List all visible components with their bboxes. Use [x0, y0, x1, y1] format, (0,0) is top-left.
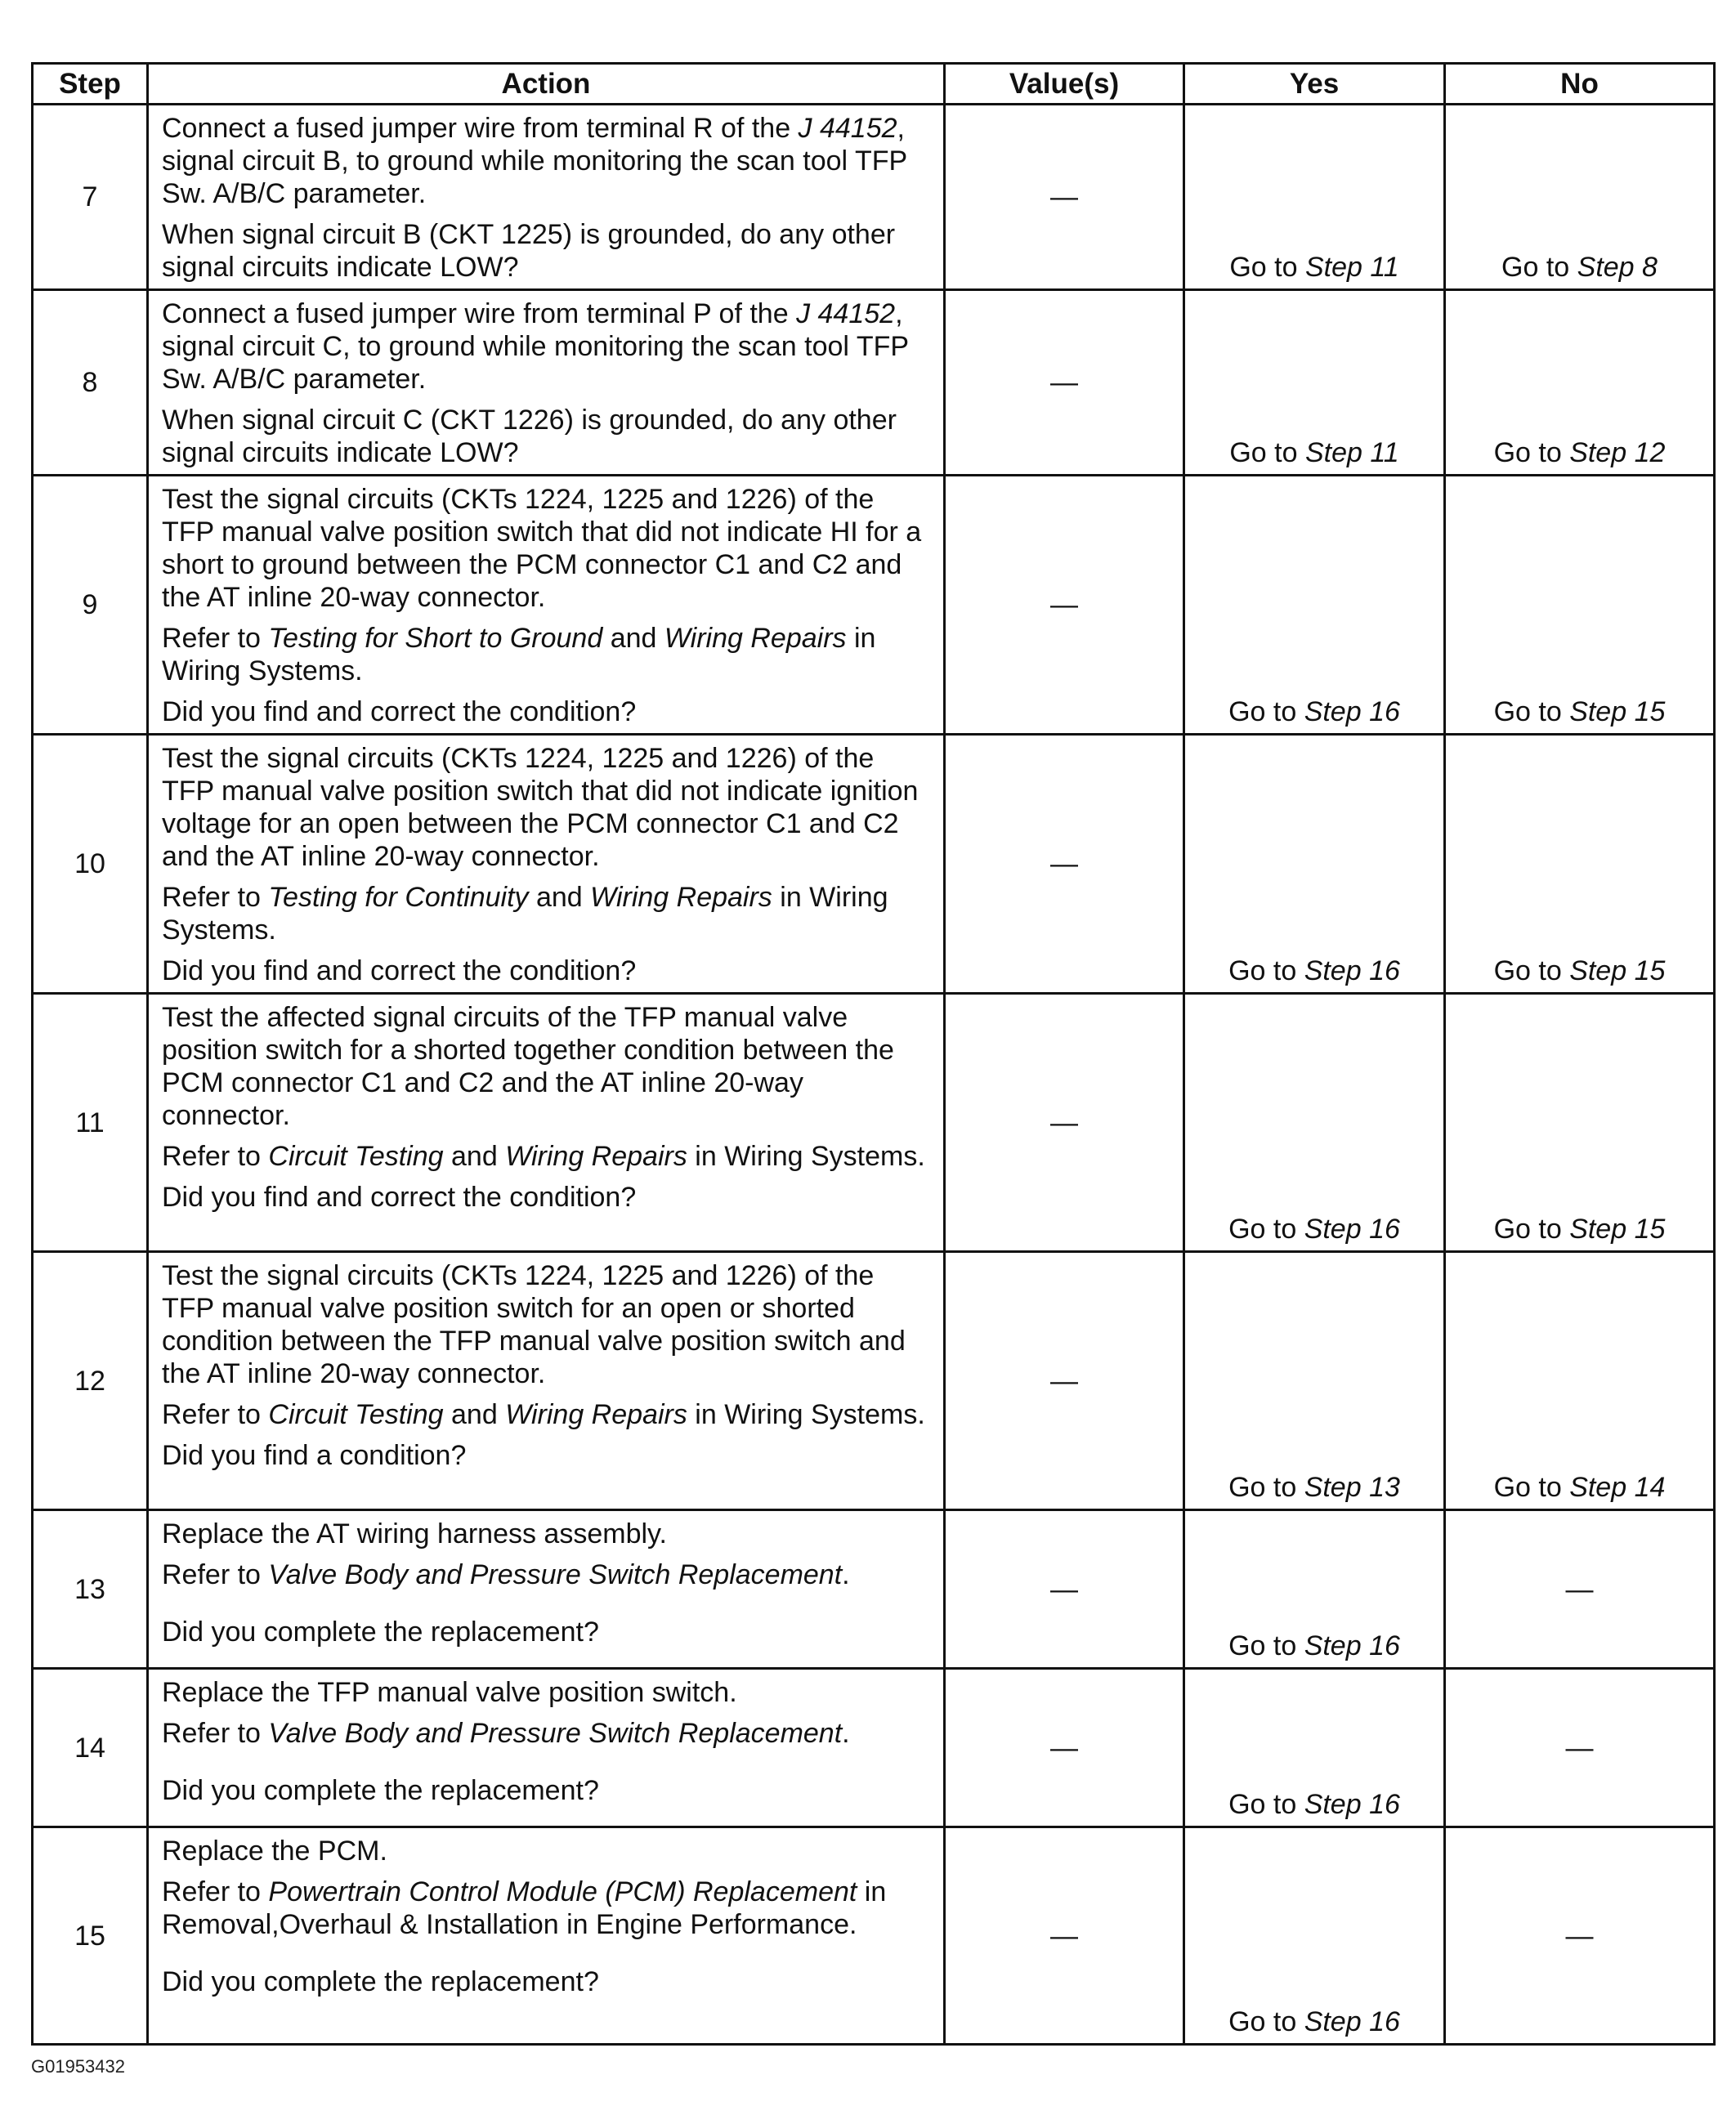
goto-text: Go to [1228, 1472, 1304, 1503]
action-text: Refer to [162, 882, 269, 913]
goto-text: Go to [1493, 1472, 1570, 1503]
action-paragraph [162, 695, 932, 728]
reference-text: Circuit Testing [268, 1399, 444, 1430]
table-row [33, 105, 1715, 290]
step-number: 12 [33, 1252, 148, 1510]
action-text: and [443, 1399, 506, 1430]
table-header-row [33, 64, 1715, 105]
action-paragraph [162, 1181, 932, 1214]
action-text: When signal circuit B (CKT 1225) is grounded, do any other signal circuits indicate LOW? [162, 219, 896, 283]
yes-cell [1184, 476, 1445, 735]
value-cell: — [945, 1827, 1184, 2045]
action-paragraph [162, 1835, 932, 1867]
table-row [33, 1510, 1715, 1669]
table-row [33, 1827, 1715, 2045]
step-number: 15 [33, 1827, 148, 2045]
value-cell: — [945, 476, 1184, 735]
action-text: Test the signal circuits (CKTs 1224, 1225 and 1226) of the TFP manual valve position switch that did not indicate ignition voltage for an open between the PCM connector C1 and C2 and the AT inline 20-way connector. [162, 743, 919, 872]
reference-text: J 44152 [798, 113, 897, 144]
value-cell: — [945, 735, 1184, 994]
action-text: Refer to [162, 1399, 269, 1430]
action-cell [148, 994, 945, 1252]
goto-text: Go to [1493, 1214, 1570, 1245]
table-row [33, 476, 1715, 735]
reference-text: Powertrain Control Module (PCM) Replacement [268, 1876, 857, 1907]
action-paragraph [162, 1558, 932, 1591]
action-paragraph [162, 1439, 932, 1472]
action-paragraph [162, 112, 932, 210]
step-number: 8 [33, 290, 148, 476]
table-row [33, 735, 1715, 994]
action-paragraph [162, 881, 932, 946]
action-text: Did you complete the replacement? [162, 1966, 599, 1997]
yes-cell [1184, 1252, 1445, 1510]
step-number: 7 [33, 105, 148, 290]
goto-text: Go to [1228, 2006, 1304, 2037]
action-text: in Wiring Systems. [162, 882, 888, 946]
table-row [33, 1669, 1715, 1827]
action-text: , signal circuit C, to ground while monitoring the scan tool TFP Sw. A/B/C parameter. [162, 298, 909, 395]
value-cell: — [945, 1510, 1184, 1669]
action-text: Connect a fused jumper wire from terminal R of the [162, 113, 799, 144]
action-text: Connect a fused jumper wire from terminal P of the [162, 298, 797, 329]
yes-cell [1184, 994, 1445, 1252]
action-paragraph [162, 955, 932, 987]
goto-step-link[interactable]: Step 16 [1304, 1789, 1400, 1820]
step-number: 13 [33, 1510, 148, 1669]
table-row [33, 290, 1715, 476]
diagnostic-table [31, 62, 1716, 2046]
action-paragraph [162, 742, 932, 873]
action-cell [148, 1827, 945, 2045]
table-body [33, 105, 1715, 2045]
action-paragraph [162, 1398, 932, 1431]
goto-step-link[interactable]: Step 11 [1304, 252, 1399, 283]
action-paragraph [162, 1774, 932, 1807]
action-paragraph [162, 1518, 932, 1550]
yes-cell [1184, 290, 1445, 476]
goto-text: Go to [1228, 1630, 1304, 1661]
reference-text: Wiring Repairs [664, 623, 847, 654]
table-row [33, 994, 1715, 1252]
action-text: Refer to [162, 1141, 269, 1172]
action-text: Refer to [162, 1876, 269, 1907]
action-text: Did you find and correct the condition? [162, 696, 637, 727]
step-number: 9 [33, 476, 148, 735]
action-paragraph [162, 483, 932, 614]
action-paragraph [162, 1676, 932, 1709]
action-text: Did you complete the replacement? [162, 1616, 599, 1648]
action-text: Did you find and correct the condition? [162, 1182, 637, 1213]
action-paragraph [162, 1259, 932, 1390]
no-cell [1445, 735, 1715, 994]
action-paragraph [162, 404, 932, 469]
no-cell [1445, 994, 1715, 1252]
action-text: and [602, 623, 664, 654]
action-cell [148, 1252, 945, 1510]
goto-text: Go to [1501, 252, 1577, 283]
step-number: 14 [33, 1669, 148, 1827]
action-paragraph [162, 1001, 932, 1132]
no-cell: — [1445, 1669, 1715, 1827]
action-paragraph [162, 297, 932, 396]
reference-text: Testing for Short to Ground [268, 623, 603, 654]
goto-text: Go to [1493, 437, 1570, 468]
no-cell [1445, 290, 1715, 476]
goto-step-link[interactable]: Step 14 [1569, 1472, 1666, 1503]
action-paragraph [162, 1616, 932, 1648]
action-cell [148, 290, 945, 476]
yes-cell [1184, 1669, 1445, 1827]
no-cell: — [1445, 1827, 1715, 2045]
action-text: Replace the PCM. [162, 1836, 387, 1867]
action-text: Did you find and correct the condition? [162, 955, 637, 986]
value-cell: — [945, 1669, 1184, 1827]
action-text: . [842, 1559, 850, 1590]
goto-step-link[interactable]: Step 15 [1569, 1214, 1666, 1245]
header-action: Action [148, 64, 945, 105]
action-paragraph [162, 1717, 932, 1750]
action-cell [148, 735, 945, 994]
action-text: in Wiring Systems. [687, 1399, 925, 1430]
goto-step-link[interactable]: Step 15 [1569, 955, 1666, 986]
action-text: . [842, 1718, 850, 1749]
reference-text: Testing for Continuity [268, 882, 529, 913]
reference-text: Circuit Testing [268, 1141, 444, 1172]
action-paragraph [162, 1965, 932, 1998]
yes-cell [1184, 1827, 1445, 2045]
goto-step-link[interactable]: Step 16 [1304, 955, 1400, 986]
header-step: Step [33, 64, 148, 105]
no-cell [1445, 105, 1715, 290]
value-cell: — [945, 105, 1184, 290]
value-cell: — [945, 1252, 1184, 1510]
action-paragraph [162, 1140, 932, 1173]
goto-step-link[interactable]: Step 11 [1304, 437, 1399, 468]
step-number: 11 [33, 994, 148, 1252]
goto-step-link[interactable]: Step 16 [1304, 2006, 1400, 2037]
action-text: Did you find a condition? [162, 1440, 467, 1471]
header-no: No [1445, 64, 1715, 105]
action-cell [148, 105, 945, 290]
reference-text: J 44152 [796, 298, 896, 329]
action-paragraph [162, 1876, 932, 1941]
reference-text: Valve Body and Pressure Switch Replacement [268, 1559, 843, 1590]
action-text: in Removal,Overhaul & Installation in Engine Performance. [162, 1876, 887, 1940]
goto-text: Go to [1228, 955, 1304, 986]
goto-text: Go to [1229, 437, 1305, 468]
action-text: Refer to [162, 623, 269, 654]
goto-step-link[interactable]: Step 16 [1304, 1630, 1400, 1661]
action-text: Test the affected signal circuits of the TFP manual valve position switch for a shorted together condition between the PCM connector C1 and C2 and the AT inline 20-way connector. [162, 1002, 894, 1131]
reference-text: Wiring Repairs [505, 1141, 687, 1172]
action-text: Refer to [162, 1718, 269, 1749]
action-paragraph [162, 218, 932, 284]
reference-text: Wiring Repairs [590, 882, 772, 913]
goto-text: Go to [1493, 955, 1570, 986]
action-text: , signal circuit B, to ground while monitoring the scan tool TFP Sw. A/B/C parameter. [162, 113, 907, 209]
yes-cell [1184, 105, 1445, 290]
table-row [33, 1252, 1715, 1510]
goto-text: Go to [1228, 1789, 1304, 1820]
step-number: 10 [33, 735, 148, 994]
value-cell: — [945, 994, 1184, 1252]
action-paragraph [162, 622, 932, 687]
action-text: When signal circuit C (CKT 1226) is grounded, do any other signal circuits indicate LOW? [162, 405, 897, 468]
action-text: Refer to [162, 1559, 269, 1590]
action-text: and [528, 882, 591, 913]
goto-step-link[interactable]: Step 16 [1304, 696, 1400, 727]
goto-text: Go to [1228, 696, 1304, 727]
no-cell: — [1445, 1510, 1715, 1669]
goto-step-link[interactable]: Step 8 [1577, 252, 1658, 283]
action-text: Did you complete the replacement? [162, 1775, 599, 1806]
header-values: Value(s) [945, 64, 1184, 105]
action-text: Test the signal circuits (CKTs 1224, 1225 and 1226) of the TFP manual valve position switch that did not indicate HI for a short to ground between the PCM connector C1 and C2 and the AT inline 20-way connector. [162, 484, 922, 613]
action-cell [148, 1510, 945, 1669]
goto-step-link[interactable]: Step 15 [1569, 696, 1666, 727]
action-text: Replace the AT wiring harness assembly. [162, 1518, 667, 1549]
goto-step-link[interactable]: Step 12 [1569, 437, 1666, 468]
action-text: in Wiring Systems. [687, 1141, 925, 1172]
reference-text: Valve Body and Pressure Switch Replacement [268, 1718, 843, 1749]
goto-text: Go to [1228, 1214, 1304, 1245]
goto-step-link[interactable]: Step 13 [1304, 1472, 1400, 1503]
yes-cell [1184, 1510, 1445, 1669]
goto-text: Go to [1493, 696, 1570, 727]
no-cell [1445, 1252, 1715, 1510]
value-cell: — [945, 290, 1184, 476]
figure-id: G01953432 [31, 2056, 125, 2077]
goto-text: Go to [1229, 252, 1305, 283]
no-cell [1445, 476, 1715, 735]
reference-text: Wiring Repairs [505, 1399, 687, 1430]
goto-step-link[interactable]: Step 16 [1304, 1214, 1400, 1245]
action-cell [148, 1669, 945, 1827]
yes-cell [1184, 735, 1445, 994]
action-text: Replace the TFP manual valve position switch. [162, 1677, 737, 1708]
action-text: and [443, 1141, 506, 1172]
action-text: in Wiring Systems. [162, 623, 876, 686]
action-text: Test the signal circuits (CKTs 1224, 1225 and 1226) of the TFP manual valve position switch for an open or shorted condition between the TFP manual valve position switch and the AT inline 20-way connector. [162, 1260, 906, 1389]
action-cell [148, 476, 945, 735]
header-yes: Yes [1184, 64, 1445, 105]
